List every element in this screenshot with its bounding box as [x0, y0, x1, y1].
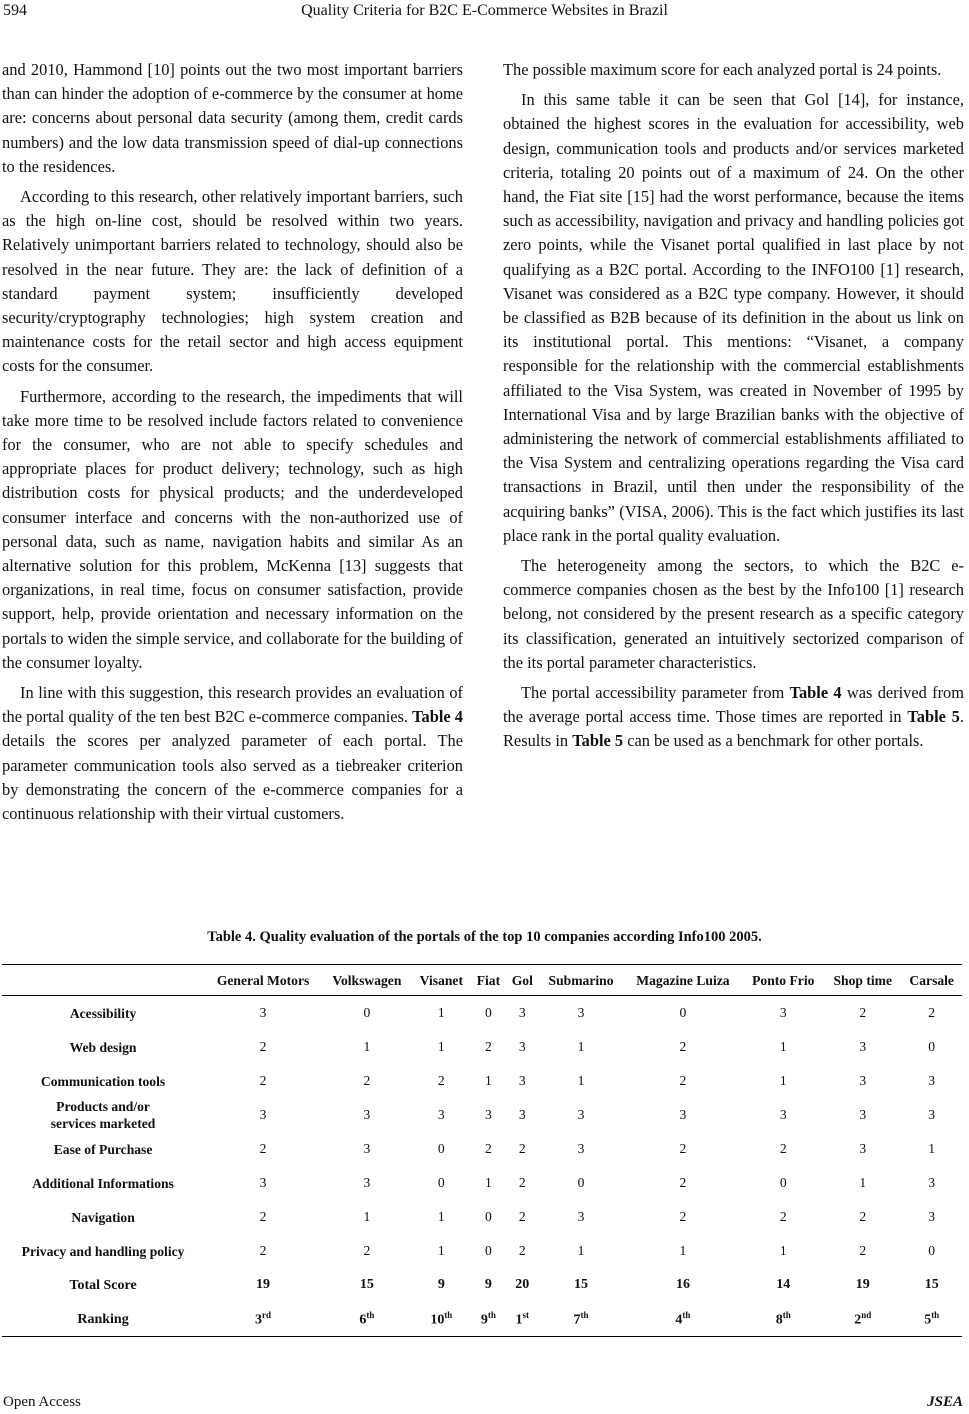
score-cell: 1 — [363, 1039, 371, 1054]
score-cell: 2 — [859, 1005, 867, 1020]
score-cell: 15 — [359, 1277, 374, 1292]
score-cell: 2 — [363, 1073, 371, 1088]
table-row — [2, 1064, 962, 1098]
score-cell: 3 — [779, 1107, 787, 1122]
quality-evaluation-table — [2, 964, 962, 1337]
score-cell: 2 — [437, 1073, 445, 1088]
score-cell: 2 — [259, 1209, 267, 1224]
rank-cell: 7th — [573, 1309, 589, 1328]
column-header — [2, 965, 204, 996]
table-reference-link[interactable]: Table 5 — [907, 707, 960, 727]
score-cell: 3 — [518, 1005, 526, 1020]
column-header: Visanet — [412, 965, 471, 996]
score-cell: 9 — [437, 1277, 445, 1292]
score-cell: 3 — [363, 1141, 371, 1156]
paragraph: The possible maximum score for each analyzed portal is 24 points. — [503, 60, 942, 79]
score-cell: 3 — [928, 1175, 936, 1190]
score-cell: 3 — [259, 1175, 267, 1190]
score-cell: 3 — [485, 1107, 492, 1122]
score-cell: 1 — [577, 1243, 585, 1258]
score-cell: 3 — [779, 1005, 787, 1020]
score-cell: 19 — [256, 1277, 271, 1292]
score-cell: 3 — [518, 1107, 526, 1122]
open-access-label: Open Access — [3, 1394, 81, 1410]
column-header: Gol — [506, 965, 539, 996]
table-reference-link[interactable]: Table 4 — [412, 707, 463, 727]
score-cell: 3 — [518, 1073, 526, 1088]
score-cell: 2 — [859, 1243, 867, 1258]
paragraph: Furthermore, according to the research, the impediments that will take more time to be resolved include factors related to convenience for the consumer, who are not able to specify schedules and appropriate places for product delivery; technology, such as high distribution costs for physical products; and the underdeveloped consumer interface and concerns with the non-authorized use of personal data, such as name, navigation habits and similar As an alternative solution for this problem, McKenna [13] suggests that organizations, in real time, focus on consumer satisfaction, provide support, help, provide orientation and necessary information on the portals to widen the simple service, and collaborate for the building of the consumer loyalty. — [2, 386, 463, 672]
row-label: Web design — [69, 1039, 137, 1055]
rank-cell: 8th — [775, 1309, 791, 1328]
paragraph: In line with this suggestion, this research provides an evaluation of the portal quality of the ten best B2C e-commerce companies. Table 4 details the scores per analyzed parameter of each portal. The parameter communication tools also served as a tiebreaker criterion by demonstrating the concern of the e-commerce companies for a continuous relationship with their virtual customers. — [2, 683, 463, 824]
score-cell: 2 — [259, 1243, 267, 1258]
score-cell: 0 — [485, 1209, 492, 1224]
rank-cell: 10th — [430, 1309, 453, 1328]
column-header: Volkswagen — [322, 965, 412, 996]
score-cell: 1 — [779, 1243, 787, 1258]
score-cell: 2 — [679, 1209, 687, 1224]
score-cell: 1 — [928, 1141, 936, 1156]
score-cell: 2 — [779, 1141, 787, 1156]
score-cell: 2 — [679, 1141, 687, 1156]
score-cell: 3 — [928, 1073, 936, 1088]
row-label: Ranking — [77, 1311, 129, 1327]
score-cell: 0 — [928, 1039, 936, 1054]
score-cell: 0 — [485, 1243, 492, 1258]
row-label: Acessibility — [69, 1005, 137, 1021]
table-row — [2, 1268, 962, 1302]
score-cell: 3 — [859, 1039, 867, 1054]
table-reference-link[interactable]: Table 5 — [572, 731, 624, 751]
score-cell: 2 — [518, 1243, 526, 1258]
score-cell: 19 — [855, 1277, 870, 1292]
page-number: 594 — [3, 2, 27, 19]
score-cell: 2 — [679, 1175, 687, 1190]
score-cell: 1 — [577, 1039, 585, 1054]
table-row — [2, 1030, 962, 1064]
score-cell: 3 — [859, 1073, 867, 1088]
paragraph: The heterogeneity among the sectors, to which the B2C e-commerce companies chosen as the best by the Info100 [1] research belong, not considered by the present research as a specific category its classification, generated an intuitively sectorized comparison of the its portal parameter characteristics. — [503, 556, 964, 672]
score-cell: 0 — [437, 1175, 445, 1190]
journal-abbreviation: JSEA — [927, 1394, 963, 1410]
table-row — [2, 1166, 962, 1200]
paragraph: In this same table it can be seen that Gol [14], for instance, obtained the highest scores in the evaluation for accessibility, web design, communication tools and products and/or services marketed criteria, totaling 20 points out of a maximum of 24. On the other hand, the Fiat site [15] had the worst performance, because the items such as accessibility, navigation and privacy and handling policies got zero points, while the Visanet portal qualified in last place by not qualifying as a B2C portal. According to the INFO100 [1] research, Visanet was considered as a B2C type company. However, it should be classified as B2B because of its definition in the about us link on its institutional portal. This mentions: “Visanet, a company responsible for the relationship with the commercial establishments affiliated to the Visa System, was created in November of 1995 by International Visa and by large Brazilian banks with the objective of administering the network of commercial establishments affiliated to the Visa System and centralizing operations regarding the Visa card transactions in Brazil, until then under the responsibility of the acquiring banks” (VISA, 2006). This is the fact which justifies its last place rank in the portal quality evaluation. — [503, 90, 964, 545]
column-header: Shop time — [824, 965, 901, 996]
score-cell: 2 — [363, 1243, 371, 1258]
column-header: Carsale — [901, 965, 962, 996]
score-cell: 0 — [779, 1175, 787, 1190]
score-cell: 15 — [574, 1277, 589, 1292]
rank-cell: 9th — [480, 1309, 496, 1328]
score-cell: 2 — [518, 1175, 526, 1190]
score-cell: 20 — [515, 1277, 530, 1292]
score-cell: 2 — [485, 1039, 492, 1054]
right-column — [503, 58, 964, 760]
rank-cell: 6th — [359, 1309, 375, 1328]
score-cell: 15 — [924, 1277, 939, 1292]
score-cell: 2 — [518, 1209, 526, 1224]
score-cell: 3 — [859, 1141, 867, 1156]
rank-cell: 4th — [675, 1309, 691, 1328]
score-cell: 3 — [518, 1039, 526, 1054]
column-header: Submarino — [539, 965, 624, 996]
column-header: Magazine Luiza — [624, 965, 743, 996]
score-cell: 2 — [779, 1209, 787, 1224]
score-cell: 1 — [679, 1243, 687, 1258]
score-cell: 3 — [679, 1107, 687, 1122]
score-cell: 1 — [485, 1175, 492, 1190]
score-cell: 0 — [437, 1141, 445, 1156]
row-label: Additional Informations — [32, 1175, 174, 1191]
row-label: Total Score — [69, 1277, 137, 1293]
score-cell: 2 — [259, 1141, 267, 1156]
row-label: Navigation — [71, 1209, 135, 1225]
column-header: Fiat — [471, 965, 506, 996]
page-header — [0, 0, 969, 26]
score-cell: 1 — [437, 1209, 445, 1224]
score-cell: 2 — [679, 1073, 687, 1088]
score-cell: 1 — [577, 1073, 585, 1088]
score-cell: 2 — [259, 1073, 267, 1088]
score-cell: 1 — [485, 1073, 492, 1088]
score-cell: 3 — [437, 1107, 445, 1122]
column-header: General Motors — [204, 965, 322, 996]
table-caption: Table 4. Quality evaluation of the portals of the top 10 companies according Info100 2005. — [207, 929, 762, 945]
paragraph: and 2010, Hammond [10] points out the two most important barriers than can hinder the adoption of e-commerce by the consumer at home are: concerns about personal data security (among them, credit cards numbers) and the low data transmission speed of dial-up connections to the residences. — [2, 60, 463, 176]
score-cell: 0 — [679, 1005, 687, 1020]
table-reference-link[interactable]: Table 4 — [789, 683, 842, 703]
score-cell: 0 — [485, 1005, 492, 1020]
score-cell: 1 — [437, 1005, 445, 1020]
table-row — [2, 1200, 962, 1234]
table-row — [2, 1132, 962, 1166]
score-cell: 1 — [779, 1073, 787, 1088]
score-cell: 1 — [859, 1175, 867, 1190]
table-row — [2, 1234, 962, 1268]
left-column — [2, 58, 463, 832]
running-title: Quality Criteria for B2C E-Commerce Websites in Brazil — [301, 2, 668, 19]
score-cell: 1 — [363, 1209, 371, 1224]
table-header-row — [2, 965, 962, 996]
score-cell: 3 — [859, 1107, 867, 1122]
score-cell: 3 — [577, 1141, 585, 1156]
rank-cell: 2nd — [854, 1309, 872, 1328]
score-cell: 14 — [776, 1277, 791, 1292]
ranking-row — [2, 1302, 962, 1337]
score-cell: 2 — [859, 1209, 867, 1224]
score-cell: 0 — [577, 1175, 585, 1190]
score-cell: 2 — [259, 1039, 267, 1054]
score-cell: 9 — [484, 1277, 492, 1292]
score-cell: 3 — [577, 1005, 585, 1020]
rank-cell: 5th — [924, 1309, 940, 1328]
score-cell: 3 — [259, 1107, 267, 1122]
paragraph: According to this research, other relatively important barriers, such as the high on-line cost, should be resolved within two years. Relatively unimportant barriers related to technology, should also be resolved in the near future. They are: the lack of definition of a standard payment system; insufficiently developed security/cryptography technologies; high system creation and maintenance costs for the retail sector and high access equipment costs for the consumer. — [2, 187, 463, 376]
score-cell: 3 — [363, 1175, 371, 1190]
score-cell: 2 — [928, 1005, 936, 1020]
score-cell: 1 — [779, 1039, 787, 1054]
row-label: Ease of Purchase — [53, 1141, 153, 1157]
score-cell: 16 — [675, 1277, 690, 1292]
row-label: Communication tools — [40, 1073, 166, 1089]
rank-cell: 3rd — [255, 1309, 272, 1328]
table-row — [2, 996, 962, 1031]
score-cell: 3 — [259, 1005, 267, 1020]
paragraph: The portal accessibility parameter from Table 4 was derived from the average portal access time. Those times are reported in Table 5. Results in Table 5 can be used as a benchmark for other portals. — [503, 683, 964, 751]
score-cell: 3 — [577, 1107, 585, 1122]
score-cell: 2 — [485, 1141, 492, 1156]
row-label: Privacy and handling policy — [21, 1243, 185, 1259]
score-cell: 1 — [437, 1243, 445, 1258]
score-cell: 3 — [928, 1107, 936, 1122]
score-cell: 3 — [928, 1209, 936, 1224]
score-cell: 0 — [928, 1243, 936, 1258]
table-row — [2, 1098, 962, 1132]
score-cell: 2 — [679, 1039, 687, 1054]
score-cell: 1 — [437, 1039, 445, 1054]
column-header: Ponto Frio — [742, 965, 824, 996]
row-label: Products and/or services marketed — [50, 1099, 156, 1131]
score-cell: 3 — [363, 1107, 371, 1122]
rank-cell: 1st — [515, 1309, 530, 1328]
score-cell: 2 — [518, 1141, 526, 1156]
score-cell: 0 — [363, 1005, 371, 1020]
score-cell: 3 — [577, 1209, 585, 1224]
